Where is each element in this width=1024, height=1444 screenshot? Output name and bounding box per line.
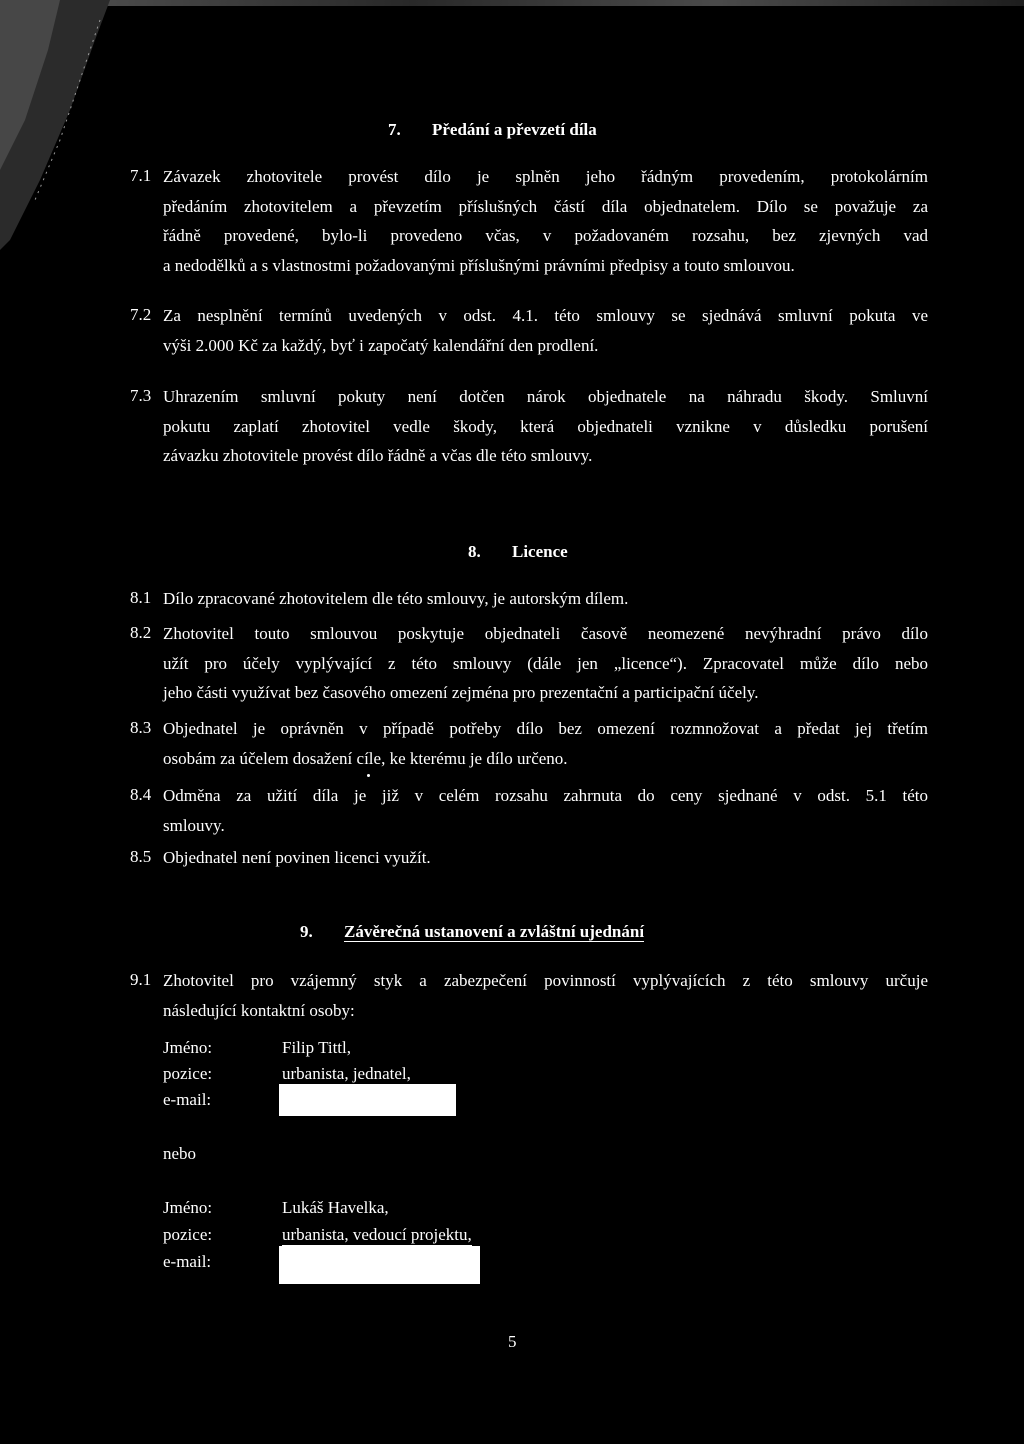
- clause-line: osobám za účelem dosažení cíle, ke kterému je dílo určeno.: [163, 748, 568, 768]
- clause-7-1-text: [163, 162, 928, 280]
- contact-1-position-label: pozice:: [163, 1064, 213, 1083]
- scan-top-edge: [0, 0, 1024, 6]
- clause-8-3-text: [163, 714, 928, 773]
- contact-1-name-label: Jméno:: [163, 1038, 213, 1057]
- scan-dot: [367, 774, 370, 777]
- clause-line: Objednatel není povinen licenci využít.: [163, 848, 431, 867]
- clause-8-1-number: 8.1: [130, 588, 152, 607]
- clause-line: Odměna za užití díla je již v celém rozsahu zahrnuta do ceny sjednané v odst. 5.1 této: [163, 786, 928, 805]
- clause-line: Objednatel je oprávněn v případě potřeby dílo bez omezení rozmnožovat a předat jej třetím: [163, 719, 928, 738]
- clause-line: Uhrazením smluvní pokuty není dotčen nárok objednatele na náhradu škody. Smluvní: [163, 387, 928, 406]
- clause-7-2-number: 7.2: [130, 305, 152, 324]
- page-number: 5: [508, 1332, 517, 1351]
- clause-line: smlouvy.: [163, 815, 225, 835]
- clause-8-5-text: [163, 843, 928, 873]
- section-7-heading: [388, 120, 597, 140]
- clause-line: závazku zhotovitele provést dílo řádně a včas dle této smlouvy.: [163, 446, 593, 465]
- scan-corner-artifact: [0, 0, 130, 260]
- clause-8-2-text: [163, 619, 928, 708]
- clause-line: řádně provedené, bylo-li provedeno včas, v požadovaném rozsahu, bez zjevných vad: [163, 226, 928, 245]
- clause-line: předáním zhotovitelem a převzetím příslušných částí díla objednatelem. Dílo se považuje za: [163, 196, 928, 216]
- contact-1-email-redaction: [279, 1084, 456, 1116]
- section-8-number: 8.: [468, 542, 481, 561]
- clause-7-1-number: 7.1: [130, 166, 152, 185]
- contact-2-name-label: Jméno:: [163, 1198, 213, 1217]
- clause-8-3-number: 8.3: [130, 718, 152, 737]
- clause-line: užít pro účely vyplývající z této smlouvy (dále jen „licence“). Zpracovatel může dílo nebo: [163, 653, 928, 673]
- clause-8-5-number: 8.5: [130, 847, 152, 866]
- clause-line: a nedodělků a s vlastnostmi požadovanými příslušnými právními předpisy a touto smlouvou.: [163, 255, 795, 275]
- contact-1-position: urbanista, jednatel,: [282, 1064, 411, 1083]
- or-text: nebo: [163, 1144, 197, 1163]
- section-8-title: Licence: [512, 542, 568, 561]
- clause-9-1-number: 9.1: [130, 970, 152, 989]
- section-7-number: 7.: [388, 120, 401, 139]
- clause-line: pokutu zaplatí zhotovitel vedle škody, která objednateli vznikne v důsledku porušení: [163, 416, 928, 436]
- contact-2-email-label: e-mail:: [163, 1252, 212, 1271]
- clause-line: výši 2.000 Kč za každý, byť i započatý kalendářní den prodlení.: [163, 335, 599, 355]
- section-8-heading: [468, 542, 568, 562]
- clause-7-3-number: 7.3: [130, 386, 152, 405]
- clause-7-3-text: [163, 382, 928, 471]
- contact-1-name: Filip Tittl,: [282, 1038, 351, 1057]
- clause-8-2-number: 8.2: [130, 623, 152, 642]
- clause-line: následující kontaktní osoby:: [163, 1000, 355, 1020]
- clause-8-1-text: [163, 584, 928, 614]
- contact-1-email-label: e-mail:: [163, 1090, 212, 1109]
- clause-line: Za nesplnění termínů uvedených v odst. 4.1. této smlouvy se sjednává smluvní pokuta ve: [163, 306, 928, 325]
- contact-2-position-label: pozice:: [163, 1225, 213, 1244]
- section-9-title: Závěrečná ustanovení a zvláštní ujednání: [344, 922, 645, 941]
- contact-2-position: urbanista, vedoucí projektu,: [282, 1225, 472, 1244]
- clause-line: Závazek zhotovitele provést dílo je splněn jeho řádným provedením, protokolárním: [163, 167, 928, 186]
- clause-line: Dílo zpracované zhotovitelem dle této smlouvy, je autorským dílem.: [163, 589, 629, 608]
- clause-8-4-text: [163, 781, 928, 840]
- clause-9-1-text: [163, 966, 928, 1025]
- contact-2-email-redaction: [279, 1246, 480, 1284]
- clause-7-2-text: [163, 301, 928, 360]
- section-7-title: Předání a převzetí díla: [432, 120, 597, 139]
- section-9-number: 9.: [300, 922, 313, 941]
- contact-2-name: Lukáš Havelka,: [282, 1198, 389, 1217]
- clause-8-4-number: 8.4: [130, 785, 152, 804]
- clause-line: Zhotovitel pro vzájemný styk a zabezpečení povinností vyplývajících z této smlouvy určuje: [163, 971, 928, 990]
- clause-line: Zhotovitel touto smlouvou poskytuje objednateli časově neomezené nevýhradní právo dílo: [163, 624, 928, 643]
- section-9-heading: [300, 922, 644, 942]
- clause-line: jeho části využívat bez časového omezení zejména pro prezentační a participační účely.: [163, 683, 759, 702]
